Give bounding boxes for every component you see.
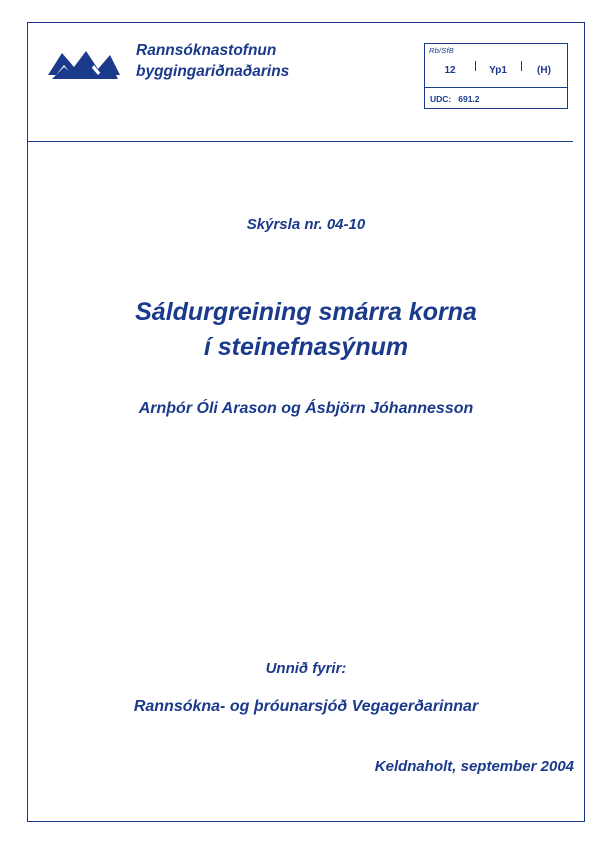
classification-scheme-label: Rb/SfB bbox=[429, 46, 454, 55]
client-name: Rannsókna- og þróunarsjóð Vegagerðarinnar bbox=[133, 698, 479, 715]
classification-code-table-text: Yp1 bbox=[489, 65, 507, 76]
organization-name-line1: Rannsóknastofnun bbox=[136, 42, 277, 60]
udc-value: 691.2 bbox=[458, 93, 480, 104]
classification-code-suffix bbox=[521, 61, 567, 76]
header-divider bbox=[28, 141, 573, 142]
classification-codes bbox=[425, 61, 567, 87]
classification-code-row bbox=[425, 44, 567, 88]
document-header bbox=[28, 23, 584, 141]
mountain-chevron-logo-icon bbox=[46, 41, 122, 83]
place-and-date: Keldnaholt, september 2004 bbox=[374, 758, 574, 775]
classification-box bbox=[424, 43, 568, 109]
report-number: Skýrsla nr. 04-10 bbox=[246, 216, 366, 233]
classification-code-table bbox=[475, 61, 521, 76]
authors: Arnþór Óli Arason og Ásbjörn Jóhannesson bbox=[138, 400, 474, 417]
organization-name-line2: byggingariðnaðarins bbox=[136, 63, 290, 80]
organization-name bbox=[136, 41, 289, 82]
udc-row bbox=[425, 88, 567, 109]
organization-logo-block bbox=[46, 41, 289, 83]
classification-tick-1 bbox=[475, 61, 476, 71]
page-title-line2: í steinefnasýnum bbox=[203, 333, 409, 361]
classification-tick-2 bbox=[521, 61, 522, 71]
classification-code-group: 12 bbox=[444, 65, 456, 76]
udc-label: UDC: bbox=[430, 93, 452, 104]
page-title-line1: Sáldurgreining smárra korna bbox=[135, 298, 477, 326]
prepared-for-label: Unnið fyrir: bbox=[265, 660, 347, 677]
page-title bbox=[0, 295, 612, 365]
classification-code-suffix-text: (H) bbox=[537, 65, 551, 76]
